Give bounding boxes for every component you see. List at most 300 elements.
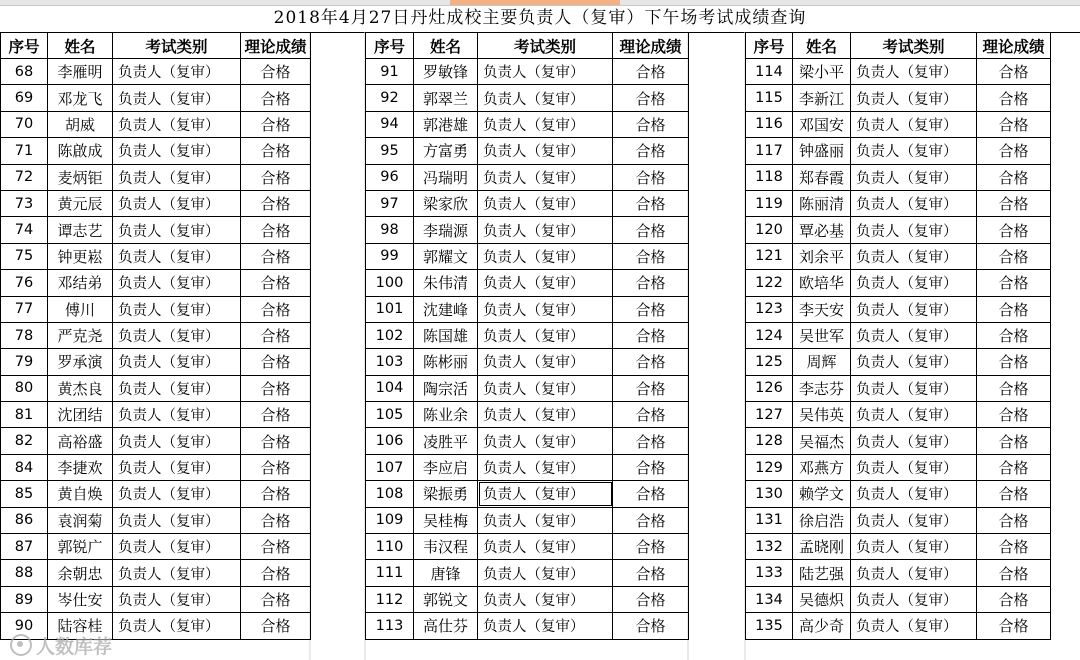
exam-category-cell[interactable]: 负责人（复审） bbox=[113, 613, 241, 639]
theory-result-cell[interactable]: 合格 bbox=[613, 507, 689, 533]
theory-result-cell[interactable]: 合格 bbox=[613, 560, 689, 586]
row-num-cell[interactable]: 123 bbox=[746, 296, 793, 322]
theory-result-cell[interactable]: 合格 bbox=[613, 217, 689, 243]
exam-category-cell[interactable]: 负责人（复审） bbox=[851, 534, 977, 560]
header-result: 理论成绩 bbox=[977, 33, 1051, 59]
exam-category-cell[interactable]: 负责人（复审） bbox=[851, 428, 977, 454]
exam-category-cell[interactable]: 负责人（复审） bbox=[478, 402, 613, 428]
person-name-cell[interactable]: 邓国安 bbox=[793, 111, 851, 137]
theory-result-cell[interactable]: 合格 bbox=[977, 349, 1051, 375]
theory-result-cell[interactable]: 合格 bbox=[613, 402, 689, 428]
table-row bbox=[366, 243, 689, 269]
theory-result-cell[interactable]: 合格 bbox=[613, 111, 689, 137]
theory-result-cell[interactable]: 合格 bbox=[613, 270, 689, 296]
row-num-cell[interactable]: 102 bbox=[366, 322, 414, 348]
theory-result-cell[interactable]: 合格 bbox=[241, 402, 311, 428]
row-num-cell[interactable]: 110 bbox=[366, 534, 414, 560]
person-name-cell[interactable]: 梁小平 bbox=[793, 59, 851, 85]
table-row bbox=[366, 111, 689, 137]
row-num-cell[interactable]: 78 bbox=[1, 322, 48, 348]
exam-category-cell[interactable]: 负责人（复审） bbox=[851, 507, 977, 533]
exam-category-cell[interactable]: 负责人（复审） bbox=[851, 586, 977, 612]
row-num-cell[interactable]: 105 bbox=[366, 402, 414, 428]
theory-result-cell[interactable]: 合格 bbox=[977, 270, 1051, 296]
theory-result-cell[interactable]: 合格 bbox=[241, 59, 311, 85]
exam-category-cell[interactable]: 负责人（复审） bbox=[851, 322, 977, 348]
row-num-cell[interactable]: 130 bbox=[746, 481, 793, 507]
row-num-cell[interactable]: 112 bbox=[366, 586, 414, 612]
exam-category-cell[interactable]: 负责人（复审） bbox=[113, 375, 241, 401]
exam-category-cell[interactable]: 负责人（复审） bbox=[851, 138, 977, 164]
row-num-cell[interactable]: 109 bbox=[366, 507, 414, 533]
person-name-cell[interactable]: 罗敏锋 bbox=[414, 59, 478, 85]
table-row bbox=[746, 454, 1051, 480]
theory-result-cell[interactable]: 合格 bbox=[241, 138, 311, 164]
person-name-cell[interactable]: 冯瑞明 bbox=[414, 164, 478, 190]
person-name-cell[interactable]: 李瑞源 bbox=[414, 217, 478, 243]
row-num-cell[interactable]: 135 bbox=[746, 613, 793, 639]
person-name-cell[interactable]: 胡威 bbox=[48, 111, 113, 137]
person-name-cell[interactable]: 吴伟英 bbox=[793, 402, 851, 428]
row-num-cell[interactable]: 71 bbox=[1, 138, 48, 164]
row-num-cell[interactable]: 106 bbox=[366, 428, 414, 454]
table-row bbox=[366, 270, 689, 296]
person-name-cell[interactable]: 欧培华 bbox=[793, 270, 851, 296]
person-name-cell[interactable]: 袁润菊 bbox=[48, 507, 113, 533]
exam-category-cell[interactable]: 负责人（复审） bbox=[113, 560, 241, 586]
theory-result-cell[interactable]: 合格 bbox=[241, 270, 311, 296]
theory-result-cell[interactable]: 合格 bbox=[241, 243, 311, 269]
row-num-cell[interactable]: 82 bbox=[1, 428, 48, 454]
row-num-cell[interactable]: 79 bbox=[1, 349, 48, 375]
exam-category-cell[interactable]: 负责人（复审） bbox=[478, 613, 613, 639]
row-num-cell[interactable]: 114 bbox=[746, 59, 793, 85]
exam-category-cell[interactable]: 负责人（复审） bbox=[851, 296, 977, 322]
header-category: 考试类别 bbox=[478, 33, 613, 59]
person-name-cell[interactable]: 孟晓刚 bbox=[793, 534, 851, 560]
row-num-cell[interactable]: 96 bbox=[366, 164, 414, 190]
row-num-cell[interactable]: 76 bbox=[1, 270, 48, 296]
exam-category-cell[interactable]: 负责人（复审） bbox=[113, 349, 241, 375]
person-name-cell[interactable]: 凌胜平 bbox=[414, 428, 478, 454]
theory-result-cell[interactable]: 合格 bbox=[241, 428, 311, 454]
table-row bbox=[746, 560, 1051, 586]
person-name-cell[interactable]: 邓燕方 bbox=[793, 454, 851, 480]
theory-result-cell[interactable]: 合格 bbox=[613, 481, 689, 507]
person-name-cell[interactable]: 郭耀文 bbox=[414, 243, 478, 269]
theory-result-cell[interactable]: 合格 bbox=[613, 138, 689, 164]
theory-result-cell[interactable]: 合格 bbox=[977, 481, 1051, 507]
theory-result-cell[interactable]: 合格 bbox=[977, 560, 1051, 586]
table-row bbox=[1, 428, 311, 454]
person-name-cell[interactable]: 郭翠兰 bbox=[414, 85, 478, 111]
exam-category-cell[interactable]: 负责人（复审） bbox=[478, 164, 613, 190]
exam-category-cell[interactable]: 负责人（复审） bbox=[851, 190, 977, 216]
theory-result-cell[interactable]: 合格 bbox=[977, 217, 1051, 243]
theory-result-cell[interactable]: 合格 bbox=[977, 322, 1051, 348]
person-name-cell[interactable]: 韦汉程 bbox=[414, 534, 478, 560]
table-row bbox=[746, 164, 1051, 190]
row-num-cell[interactable]: 101 bbox=[366, 296, 414, 322]
theory-result-cell[interactable]: 合格 bbox=[977, 613, 1051, 639]
person-name-cell[interactable]: 高裕盛 bbox=[48, 428, 113, 454]
person-name-cell[interactable]: 梁家欣 bbox=[414, 190, 478, 216]
exam-category-cell[interactable]: 负责人（复审） bbox=[478, 59, 613, 85]
person-name-cell[interactable]: 陆艺强 bbox=[793, 560, 851, 586]
person-name-cell[interactable]: 陈彬丽 bbox=[414, 349, 478, 375]
table-row bbox=[366, 164, 689, 190]
exam-category-cell[interactable]: 负责人（复审） bbox=[113, 164, 241, 190]
exam-category-cell[interactable]: 负责人（复审） bbox=[113, 85, 241, 111]
theory-result-cell[interactable]: 合格 bbox=[241, 190, 311, 216]
person-name-cell[interactable]: 钟盛丽 bbox=[793, 138, 851, 164]
exam-category-cell[interactable]: 负责人（复审） bbox=[113, 534, 241, 560]
header-result: 理论成绩 bbox=[241, 33, 311, 59]
row-num-cell[interactable]: 95 bbox=[366, 138, 414, 164]
exam-category-cell[interactable]: 负责人（复审） bbox=[851, 243, 977, 269]
person-name-cell[interactable]: 谭志艺 bbox=[48, 217, 113, 243]
row-num-cell[interactable]: 119 bbox=[746, 190, 793, 216]
row-num-cell[interactable]: 108 bbox=[366, 481, 414, 507]
theory-result-cell[interactable]: 合格 bbox=[977, 402, 1051, 428]
row-num-cell[interactable]: 98 bbox=[366, 217, 414, 243]
row-num-cell[interactable]: 87 bbox=[1, 534, 48, 560]
theory-result-cell[interactable]: 合格 bbox=[613, 454, 689, 480]
row-num-cell[interactable]: 72 bbox=[1, 164, 48, 190]
person-name-cell[interactable]: 高仕芬 bbox=[414, 613, 478, 639]
theory-result-cell[interactable]: 合格 bbox=[977, 59, 1051, 85]
theory-result-cell[interactable]: 合格 bbox=[241, 322, 311, 348]
exam-category-cell[interactable]: 负责人（复审） bbox=[851, 111, 977, 137]
row-num-cell[interactable]: 120 bbox=[746, 217, 793, 243]
row-num-cell[interactable]: 69 bbox=[1, 85, 48, 111]
theory-result-cell[interactable]: 合格 bbox=[977, 428, 1051, 454]
person-name-cell[interactable]: 陈丽清 bbox=[793, 190, 851, 216]
theory-result-cell[interactable]: 合格 bbox=[613, 534, 689, 560]
theory-result-cell[interactable]: 合格 bbox=[241, 217, 311, 243]
person-name-cell[interactable]: 罗承演 bbox=[48, 349, 113, 375]
person-name-cell[interactable]: 黄元辰 bbox=[48, 190, 113, 216]
score-table-left bbox=[0, 32, 311, 640]
person-name-cell[interactable]: 余朝忠 bbox=[48, 560, 113, 586]
theory-result-cell[interactable]: 合格 bbox=[241, 454, 311, 480]
row-num-cell[interactable]: 84 bbox=[1, 454, 48, 480]
exam-category-cell[interactable]: 负责人（复审） bbox=[851, 402, 977, 428]
row-num-cell[interactable]: 80 bbox=[1, 375, 48, 401]
exam-category-cell[interactable]: 负责人（复审） bbox=[478, 507, 613, 533]
row-num-cell[interactable]: 88 bbox=[1, 560, 48, 586]
exam-category-cell[interactable]: 负责人（复审） bbox=[113, 111, 241, 137]
person-name-cell[interactable]: 吴福杰 bbox=[793, 428, 851, 454]
theory-result-cell[interactable]: 合格 bbox=[241, 375, 311, 401]
person-name-cell[interactable]: 钟更崧 bbox=[48, 243, 113, 269]
table-row bbox=[366, 349, 689, 375]
theory-result-cell[interactable]: 合格 bbox=[977, 243, 1051, 269]
exam-category-cell[interactable]: 负责人（复审） bbox=[113, 428, 241, 454]
exam-category-cell[interactable]: 负责人（复审） bbox=[851, 270, 977, 296]
exam-category-cell[interactable]: 负责人（复审） bbox=[478, 586, 613, 612]
person-name-cell[interactable]: 李雁明 bbox=[48, 59, 113, 85]
header-category: 考试类别 bbox=[113, 33, 241, 59]
theory-result-cell[interactable]: 合格 bbox=[613, 349, 689, 375]
exam-category-cell[interactable]: 负责人（复审） bbox=[851, 481, 977, 507]
theory-result-cell[interactable]: 合格 bbox=[241, 111, 311, 137]
person-name-cell[interactable]: 徐启浩 bbox=[793, 507, 851, 533]
exam-category-cell[interactable]: 负责人（复审） bbox=[478, 481, 613, 507]
exam-category-cell[interactable]: 负责人（复审） bbox=[113, 507, 241, 533]
theory-result-cell[interactable]: 合格 bbox=[613, 375, 689, 401]
table-row bbox=[366, 560, 689, 586]
row-num-cell[interactable]: 86 bbox=[1, 507, 48, 533]
person-name-cell[interactable]: 吴世军 bbox=[793, 322, 851, 348]
theory-result-cell[interactable]: 合格 bbox=[977, 138, 1051, 164]
person-name-cell[interactable]: 覃必基 bbox=[793, 217, 851, 243]
person-name-cell[interactable]: 郭港雄 bbox=[414, 111, 478, 137]
exam-category-cell[interactable]: 负责人（复审） bbox=[851, 560, 977, 586]
header-name: 姓名 bbox=[48, 33, 113, 59]
row-num-cell[interactable]: 124 bbox=[746, 322, 793, 348]
person-name-cell[interactable]: 陆容桂 bbox=[48, 613, 113, 639]
theory-result-cell[interactable]: 合格 bbox=[613, 428, 689, 454]
person-name-cell[interactable]: 高少奇 bbox=[793, 613, 851, 639]
row-num-cell[interactable]: 107 bbox=[366, 454, 414, 480]
row-num-cell[interactable]: 133 bbox=[746, 560, 793, 586]
theory-result-cell[interactable]: 合格 bbox=[977, 164, 1051, 190]
exam-category-cell[interactable]: 负责人（复审） bbox=[478, 296, 613, 322]
person-name-cell[interactable]: 周辉 bbox=[793, 349, 851, 375]
header-category: 考试类别 bbox=[851, 33, 977, 59]
row-num-cell[interactable]: 99 bbox=[366, 243, 414, 269]
row-num-cell[interactable]: 70 bbox=[1, 111, 48, 137]
exam-category-cell[interactable]: 负责人（复审） bbox=[478, 243, 613, 269]
row-num-cell[interactable]: 94 bbox=[366, 111, 414, 137]
table-row bbox=[1, 190, 311, 216]
table-row bbox=[366, 534, 689, 560]
row-num-cell[interactable]: 131 bbox=[746, 507, 793, 533]
row-num-cell[interactable]: 127 bbox=[746, 402, 793, 428]
table-row bbox=[746, 217, 1051, 243]
theory-result-cell[interactable]: 合格 bbox=[241, 534, 311, 560]
exam-category-cell[interactable]: 负责人（复审） bbox=[113, 59, 241, 85]
row-num-cell[interactable]: 128 bbox=[746, 428, 793, 454]
person-name-cell[interactable]: 吴桂梅 bbox=[414, 507, 478, 533]
table-row bbox=[746, 507, 1051, 533]
exam-category-cell[interactable]: 负责人（复审） bbox=[113, 402, 241, 428]
person-name-cell[interactable]: 唐锋 bbox=[414, 560, 478, 586]
exam-category-cell[interactable]: 负责人（复审） bbox=[478, 322, 613, 348]
table-row bbox=[1, 534, 311, 560]
exam-category-cell[interactable]: 负责人（复审） bbox=[851, 613, 977, 639]
theory-result-cell[interactable]: 合格 bbox=[241, 586, 311, 612]
person-name-cell[interactable]: 岑仕安 bbox=[48, 586, 113, 612]
exam-category-cell[interactable]: 负责人（复审） bbox=[113, 481, 241, 507]
person-name-cell[interactable]: 梁振勇 bbox=[414, 481, 478, 507]
theory-result-cell[interactable]: 合格 bbox=[613, 296, 689, 322]
theory-result-cell[interactable]: 合格 bbox=[613, 586, 689, 612]
theory-result-cell[interactable]: 合格 bbox=[613, 322, 689, 348]
exam-category-cell[interactable]: 负责人（复审） bbox=[478, 454, 613, 480]
person-name-cell[interactable]: 吴德炽 bbox=[793, 586, 851, 612]
table-row bbox=[366, 454, 689, 480]
person-name-cell[interactable]: 李新江 bbox=[793, 85, 851, 111]
theory-result-cell[interactable]: 合格 bbox=[241, 613, 311, 639]
person-name-cell[interactable]: 邓结弟 bbox=[48, 270, 113, 296]
row-num-cell[interactable]: 122 bbox=[746, 270, 793, 296]
person-name-cell[interactable]: 陈国雄 bbox=[414, 322, 478, 348]
exam-category-cell[interactable]: 负责人（复审） bbox=[113, 296, 241, 322]
row-num-cell[interactable]: 100 bbox=[366, 270, 414, 296]
row-num-cell[interactable]: 75 bbox=[1, 243, 48, 269]
exam-category-cell[interactable]: 负责人（复审） bbox=[851, 164, 977, 190]
person-name-cell[interactable]: 朱伟清 bbox=[414, 270, 478, 296]
theory-result-cell[interactable]: 合格 bbox=[613, 59, 689, 85]
theory-result-cell[interactable]: 合格 bbox=[977, 190, 1051, 216]
row-num-cell[interactable]: 74 bbox=[1, 217, 48, 243]
exam-category-cell[interactable]: 负责人（复审） bbox=[478, 534, 613, 560]
theory-result-cell[interactable]: 合格 bbox=[613, 85, 689, 111]
person-name-cell[interactable]: 麦炳钜 bbox=[48, 164, 113, 190]
exam-category-cell[interactable]: 负责人（复审） bbox=[478, 428, 613, 454]
exam-category-cell[interactable]: 负责人（复审） bbox=[478, 138, 613, 164]
row-num-cell[interactable]: 111 bbox=[366, 560, 414, 586]
exam-category-cell[interactable]: 负责人（复审） bbox=[113, 322, 241, 348]
row-num-cell[interactable]: 134 bbox=[746, 586, 793, 612]
person-name-cell[interactable]: 刘余平 bbox=[793, 243, 851, 269]
exam-category-cell[interactable]: 负责人（复审） bbox=[113, 270, 241, 296]
row-num-cell[interactable]: 92 bbox=[366, 85, 414, 111]
person-name-cell[interactable]: 沈团结 bbox=[48, 402, 113, 428]
exam-category-cell[interactable]: 负责人（复审） bbox=[851, 217, 977, 243]
row-num-cell[interactable]: 81 bbox=[1, 402, 48, 428]
row-num-cell[interactable]: 113 bbox=[366, 613, 414, 639]
person-name-cell[interactable]: 傅川 bbox=[48, 296, 113, 322]
row-num-cell[interactable]: 132 bbox=[746, 534, 793, 560]
theory-result-cell[interactable]: 合格 bbox=[613, 613, 689, 639]
person-name-cell[interactable]: 方富勇 bbox=[414, 138, 478, 164]
exam-category-cell[interactable]: 负责人（复审） bbox=[113, 138, 241, 164]
theory-result-cell[interactable]: 合格 bbox=[977, 586, 1051, 612]
exam-category-cell[interactable]: 负责人（复审） bbox=[113, 217, 241, 243]
table-row bbox=[1, 111, 311, 137]
exam-category-cell[interactable]: 负责人（复审） bbox=[478, 111, 613, 137]
theory-result-cell[interactable]: 合格 bbox=[241, 560, 311, 586]
theory-result-cell[interactable]: 合格 bbox=[613, 190, 689, 216]
person-name-cell[interactable]: 陈啟成 bbox=[48, 138, 113, 164]
row-num-cell[interactable]: 91 bbox=[366, 59, 414, 85]
theory-result-cell[interactable]: 合格 bbox=[977, 507, 1051, 533]
exam-category-cell[interactable]: 负责人（复审） bbox=[478, 217, 613, 243]
person-name-cell[interactable]: 李捷欢 bbox=[48, 454, 113, 480]
person-name-cell[interactable]: 陈业余 bbox=[414, 402, 478, 428]
row-num-cell[interactable]: 116 bbox=[746, 111, 793, 137]
row-num-cell[interactable]: 104 bbox=[366, 375, 414, 401]
person-name-cell[interactable]: 郑春霞 bbox=[793, 164, 851, 190]
table-row bbox=[366, 322, 689, 348]
theory-result-cell[interactable]: 合格 bbox=[977, 454, 1051, 480]
row-num-cell[interactable]: 117 bbox=[746, 138, 793, 164]
theory-result-cell[interactable]: 合格 bbox=[241, 349, 311, 375]
table-row bbox=[746, 59, 1051, 85]
theory-result-cell[interactable]: 合格 bbox=[977, 375, 1051, 401]
row-num-cell[interactable]: 68 bbox=[1, 59, 48, 85]
row-num-cell[interactable]: 89 bbox=[1, 586, 48, 612]
person-name-cell[interactable]: 李天安 bbox=[793, 296, 851, 322]
table-row bbox=[1, 270, 311, 296]
person-name-cell[interactable]: 黄杰良 bbox=[48, 375, 113, 401]
table-row bbox=[1, 481, 311, 507]
person-name-cell[interactable]: 赖学文 bbox=[793, 481, 851, 507]
row-num-cell[interactable]: 126 bbox=[746, 375, 793, 401]
row-num-cell[interactable]: 129 bbox=[746, 454, 793, 480]
table-row bbox=[746, 296, 1051, 322]
table-row bbox=[1, 349, 311, 375]
table-row bbox=[366, 613, 689, 639]
row-num-cell[interactable]: 125 bbox=[746, 349, 793, 375]
person-name-cell[interactable]: 黄自焕 bbox=[48, 481, 113, 507]
theory-result-cell[interactable]: 合格 bbox=[241, 296, 311, 322]
theory-result-cell[interactable]: 合格 bbox=[613, 243, 689, 269]
exam-category-cell[interactable]: 负责人（复审） bbox=[478, 190, 613, 216]
theory-result-cell[interactable]: 合格 bbox=[241, 507, 311, 533]
exam-category-cell[interactable]: 负责人（复审） bbox=[478, 270, 613, 296]
row-num-cell[interactable]: 121 bbox=[746, 243, 793, 269]
person-name-cell[interactable]: 李应启 bbox=[414, 454, 478, 480]
person-name-cell[interactable]: 沈建峰 bbox=[414, 296, 478, 322]
row-num-cell[interactable]: 73 bbox=[1, 190, 48, 216]
person-name-cell[interactable]: 邓龙飞 bbox=[48, 85, 113, 111]
exam-category-cell[interactable]: 负责人（复审） bbox=[478, 375, 613, 401]
exam-category-cell[interactable]: 负责人（复审） bbox=[851, 85, 977, 111]
exam-category-cell[interactable]: 负责人（复审） bbox=[478, 560, 613, 586]
row-num-cell[interactable]: 118 bbox=[746, 164, 793, 190]
row-num-cell[interactable]: 77 bbox=[1, 296, 48, 322]
exam-category-cell[interactable]: 负责人（复审） bbox=[113, 190, 241, 216]
person-name-cell[interactable]: 严克尧 bbox=[48, 322, 113, 348]
exam-category-cell[interactable]: 负责人（复审） bbox=[851, 375, 977, 401]
person-name-cell[interactable]: 陶宗活 bbox=[414, 375, 478, 401]
exam-category-cell[interactable]: 负责人（复审） bbox=[113, 586, 241, 612]
theory-result-cell[interactable]: 合格 bbox=[977, 534, 1051, 560]
row-num-cell[interactable]: 97 bbox=[366, 190, 414, 216]
exam-category-cell[interactable]: 负责人（复审） bbox=[478, 85, 613, 111]
score-table-middle bbox=[365, 32, 689, 640]
watermark-logo-icon bbox=[10, 634, 32, 656]
theory-result-cell[interactable]: 合格 bbox=[977, 85, 1051, 111]
person-name-cell[interactable]: 郭锐广 bbox=[48, 534, 113, 560]
theory-result-cell[interactable]: 合格 bbox=[977, 296, 1051, 322]
row-num-cell[interactable]: 115 bbox=[746, 85, 793, 111]
theory-result-cell[interactable]: 合格 bbox=[241, 85, 311, 111]
exam-category-cell[interactable]: 负责人（复审） bbox=[851, 454, 977, 480]
exam-category-cell[interactable]: 负责人（复审） bbox=[113, 243, 241, 269]
exam-category-cell[interactable]: 负责人（复审） bbox=[851, 59, 977, 85]
table-row bbox=[1, 296, 311, 322]
table-row bbox=[746, 111, 1051, 137]
person-name-cell[interactable]: 郭锐文 bbox=[414, 586, 478, 612]
row-num-cell[interactable]: 103 bbox=[366, 349, 414, 375]
row-num-cell[interactable]: 85 bbox=[1, 481, 48, 507]
theory-result-cell[interactable]: 合格 bbox=[613, 164, 689, 190]
theory-result-cell[interactable]: 合格 bbox=[977, 111, 1051, 137]
table-row bbox=[366, 481, 689, 507]
person-name-cell[interactable]: 李志芬 bbox=[793, 375, 851, 401]
exam-category-cell[interactable]: 负责人（复审） bbox=[113, 454, 241, 480]
exam-category-cell[interactable]: 负责人（复审） bbox=[851, 349, 977, 375]
theory-result-cell[interactable]: 合格 bbox=[241, 164, 311, 190]
theory-result-cell[interactable]: 合格 bbox=[241, 481, 311, 507]
exam-category-cell[interactable]: 负责人（复审） bbox=[478, 349, 613, 375]
row-num-cell[interactable]: 90 bbox=[1, 613, 48, 639]
